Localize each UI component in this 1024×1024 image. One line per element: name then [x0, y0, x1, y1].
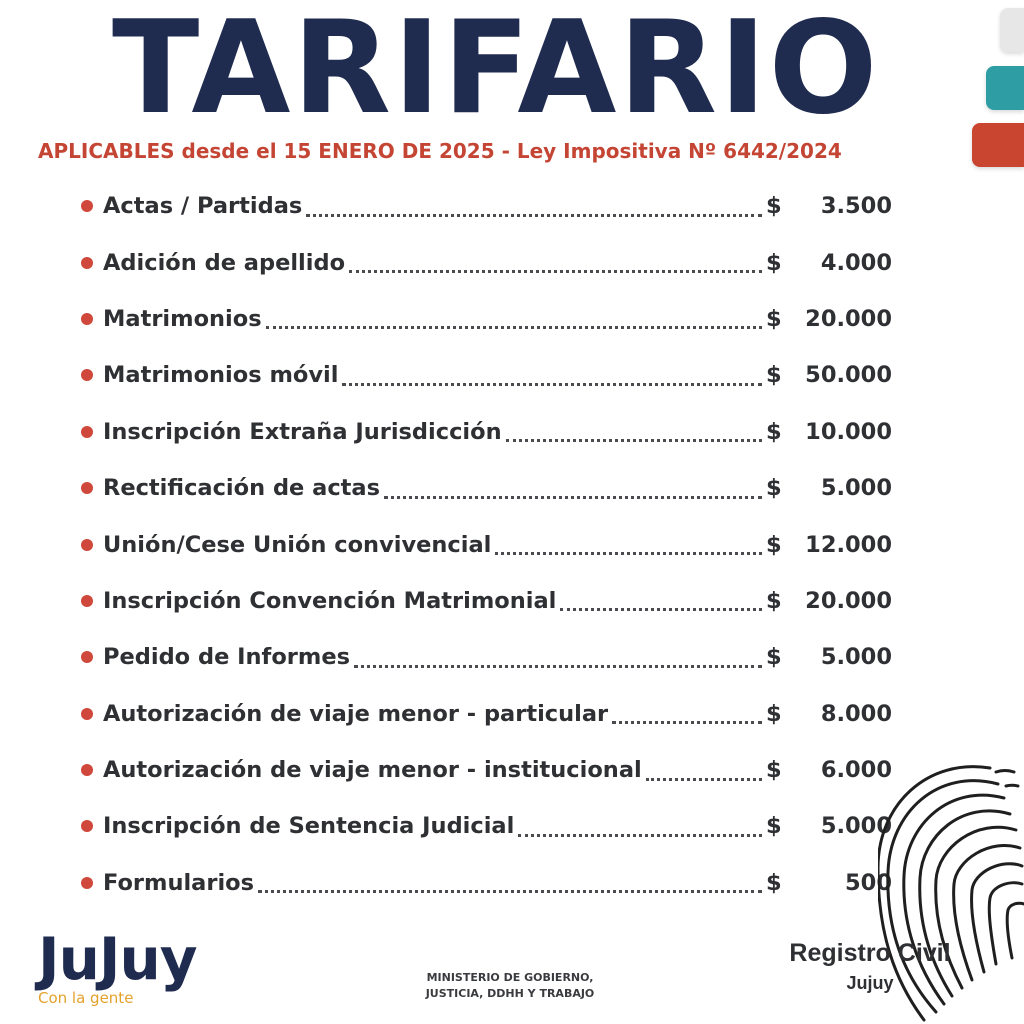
fee-amount: 4.000 [820, 249, 892, 276]
currency-symbol: $ [766, 757, 782, 784]
registry-logo [776, 936, 964, 996]
fee-item [76, 855, 896, 911]
bullet-dot-icon [81, 651, 93, 663]
fee-amount: 50.000 [805, 362, 892, 389]
fee-amount: 5.000 [820, 813, 892, 840]
fee-label: Autorización de viaje menor - particular [103, 700, 609, 727]
currency-symbol: $ [766, 700, 782, 727]
registry-subtitle: Jujuy [846, 973, 894, 993]
bullet-dot-icon [81, 708, 93, 720]
bullet-dot-icon [81, 595, 93, 607]
fee-item [76, 516, 896, 572]
ministry-line-2: JUSTICIA, DDHH Y TRABAJO [425, 987, 595, 1000]
teal-tab-icon [986, 66, 1024, 110]
currency-symbol: $ [766, 193, 782, 220]
fee-amount: 20.000 [805, 305, 892, 332]
bullet-dot-icon [81, 764, 93, 776]
registry-title: Registro Civil [789, 939, 951, 967]
fee-amount: 12.000 [805, 531, 892, 558]
dot-leader [612, 719, 762, 724]
gray-tab-icon [1000, 8, 1024, 52]
dot-leader [384, 494, 762, 499]
fee-price [766, 870, 892, 896]
fee-amount: 500 [845, 869, 892, 896]
currency-symbol: $ [766, 475, 782, 502]
fee-item [76, 347, 896, 403]
currency-symbol: $ [766, 249, 782, 276]
dot-leader [258, 888, 762, 893]
red-tab-icon [972, 123, 1024, 167]
dot-leader [506, 437, 762, 442]
ministry-caption [390, 970, 630, 1002]
fee-item [76, 573, 896, 629]
dot-leader [342, 381, 762, 386]
fee-amount: 8.000 [820, 700, 892, 727]
fee-price [766, 250, 892, 276]
bullet-dot-icon [81, 482, 93, 494]
fee-price [766, 532, 892, 558]
currency-symbol: $ [766, 813, 782, 840]
dot-leader [266, 324, 762, 329]
fee-price [766, 588, 892, 614]
fee-amount: 5.000 [820, 644, 892, 671]
dot-leader [560, 606, 762, 611]
bullet-dot-icon [81, 313, 93, 325]
currency-symbol: $ [766, 869, 782, 896]
bullet-dot-icon [81, 820, 93, 832]
dot-leader [518, 832, 762, 837]
fee-item [76, 178, 896, 234]
fee-item [76, 291, 896, 347]
fee-label: Inscripción Convención Matrimonial [103, 587, 557, 614]
dot-leader [646, 776, 762, 781]
fee-item [76, 686, 896, 742]
currency-symbol: $ [766, 362, 782, 389]
fee-label: Pedido de Informes [103, 644, 350, 671]
bullet-dot-icon [81, 257, 93, 269]
currency-symbol: $ [766, 418, 782, 445]
jujuy-logo [38, 925, 228, 1010]
fee-amount: 20.000 [805, 587, 892, 614]
currency-symbol: $ [766, 644, 782, 671]
dot-leader [354, 663, 762, 668]
page-subtitle: APLICABLES desde el 15 ENERO DE 2025 - Ley Impositiva Nº 6442/2024 [38, 139, 842, 163]
fee-price [766, 757, 892, 783]
fee-label: Matrimonios móvil [103, 362, 339, 389]
fee-price [766, 362, 892, 388]
page-title: TARIFARIO [112, 0, 880, 143]
fee-label: Formularios [103, 869, 255, 896]
fee-price [766, 419, 892, 445]
fee-amount: 10.000 [805, 418, 892, 445]
bullet-dot-icon [81, 877, 93, 889]
dot-leader [495, 550, 762, 555]
fee-price [766, 306, 892, 332]
fee-price [766, 475, 892, 501]
fee-price [766, 701, 892, 727]
fee-price [766, 193, 892, 219]
fee-label: Inscripción Extraña Jurisdicción [103, 418, 502, 445]
currency-symbol: $ [766, 305, 782, 332]
fee-amount: 5.000 [820, 475, 892, 502]
currency-symbol: $ [766, 531, 782, 558]
logo-tagline: Con la gente [38, 989, 134, 1007]
logo-text: JuJuy [38, 925, 197, 993]
ministry-line-1: MINISTERIO DE GOBIERNO, [426, 971, 594, 984]
fee-item [76, 629, 896, 685]
fee-amount: 3.500 [820, 193, 892, 220]
fee-label: Unión/Cese Unión convivencial [103, 531, 492, 558]
bullet-dot-icon [81, 426, 93, 438]
fee-label: Matrimonios [103, 305, 262, 332]
fee-price [766, 813, 892, 839]
fee-label: Rectificación de actas [103, 475, 380, 502]
fee-item [76, 798, 896, 854]
fee-amount: 6.000 [820, 757, 892, 784]
fee-label: Adición de apellido [103, 249, 346, 276]
currency-symbol: $ [766, 587, 782, 614]
fee-item [76, 460, 896, 516]
fee-label: Actas / Partidas [103, 193, 303, 220]
fee-list [76, 178, 896, 911]
fee-label: Inscripción de Sentencia Judicial [103, 813, 515, 840]
dot-leader [349, 268, 762, 273]
bullet-dot-icon [81, 200, 93, 212]
fee-price [766, 644, 892, 670]
fee-item [76, 234, 896, 290]
fee-item [76, 742, 896, 798]
bullet-dot-icon [81, 369, 93, 381]
dot-leader [306, 212, 762, 217]
fee-item [76, 404, 896, 460]
fee-label: Autorización de viaje menor - institucional [103, 757, 642, 784]
bullet-dot-icon [81, 539, 93, 551]
